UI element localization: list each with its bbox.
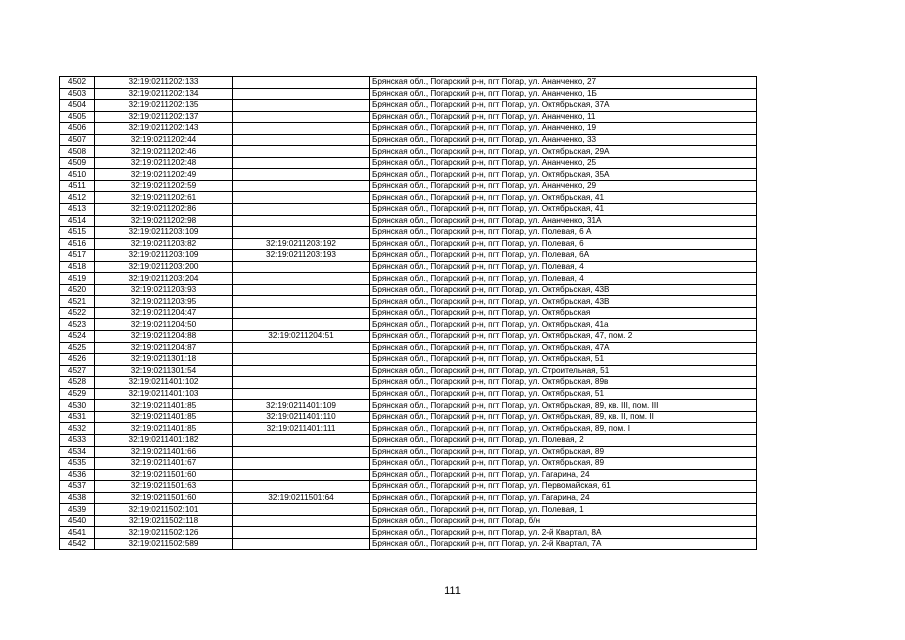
row-number-cell: 4533 — [60, 434, 95, 446]
address-cell: Брянская обл., Погарский р-н, пгт Погар, ул. Полевая, 4 — [370, 261, 757, 273]
related-cadastral-number-cell — [233, 504, 370, 516]
row-number-cell: 4539 — [60, 504, 95, 516]
table-row — [60, 261, 757, 273]
related-cadastral-number-cell — [233, 365, 370, 377]
cadastral-number-cell: 32:19:0211202:44 — [95, 134, 233, 146]
table-row — [60, 469, 757, 481]
row-number-cell: 4502 — [60, 77, 95, 89]
cadastral-number-cell: 32:19:0211203:200 — [95, 261, 233, 273]
row-number-cell: 4532 — [60, 423, 95, 435]
cadastral-number-cell: 32:19:0211401:67 — [95, 458, 233, 470]
address-cell: Брянская обл., Погарский р-н, пгт Погар, ул. Ананченко, 1Б — [370, 88, 757, 100]
cadastral-number-cell: 32:19:0211401:102 — [95, 377, 233, 389]
cadastral-number-cell: 32:19:0211502:589 — [95, 538, 233, 550]
row-number-cell: 4523 — [60, 319, 95, 331]
related-cadastral-number-cell — [233, 134, 370, 146]
cadastral-register-table — [59, 76, 757, 550]
related-cadastral-number-cell: 32:19:0211401:110 — [233, 411, 370, 423]
related-cadastral-number-cell — [233, 446, 370, 458]
cadastral-number-cell: 32:19:0211202:49 — [95, 169, 233, 181]
related-cadastral-number-cell — [233, 515, 370, 527]
table-row — [60, 77, 757, 89]
table-row — [60, 215, 757, 227]
address-cell: Брянская обл., Погарский р-н, пгт Погар, ул. Октябрьская, 89 — [370, 458, 757, 470]
cadastral-number-cell: 32:19:0211401:103 — [95, 388, 233, 400]
related-cadastral-number-cell — [233, 100, 370, 112]
address-cell: Брянская обл., Погарский р-н, пгт Погар, ул. Строительная, 51 — [370, 365, 757, 377]
related-cadastral-number-cell — [233, 388, 370, 400]
address-cell: Брянская обл., Погарский р-н, пгт Погар, ул. Октябрьская, 37А — [370, 100, 757, 112]
row-number-cell: 4504 — [60, 100, 95, 112]
related-cadastral-number-cell — [233, 146, 370, 158]
table-row — [60, 400, 757, 412]
table-row — [60, 515, 757, 527]
cadastral-number-cell: 32:19:0211204:87 — [95, 342, 233, 354]
table-row — [60, 250, 757, 262]
address-cell: Брянская обл., Погарский р-н, пгт Погар, ул. Октябрьская, 89, кв. II, пом. II — [370, 411, 757, 423]
address-cell: Брянская обл., Погарский р-н, пгт Погар, ул. Полевая, 4 — [370, 273, 757, 285]
table-row — [60, 527, 757, 539]
row-number-cell: 4527 — [60, 365, 95, 377]
address-cell: Брянская обл., Погарский р-н, пгт Погар, ул. Полевая, 6 А — [370, 227, 757, 239]
related-cadastral-number-cell — [233, 192, 370, 204]
row-number-cell: 4509 — [60, 157, 95, 169]
related-cadastral-number-cell: 32:19:0211401:111 — [233, 423, 370, 435]
address-cell: Брянская обл., Погарский р-н, пгт Погар, ул. 2-й Квартал, 7А — [370, 538, 757, 550]
row-number-cell: 4534 — [60, 446, 95, 458]
address-cell: Брянская обл., Погарский р-н, пгт Погар, ул. Полевая, 2 — [370, 434, 757, 446]
address-cell: Брянская обл., Погарский р-н, пгт Погар, ул. Первомайская, 61 — [370, 481, 757, 493]
related-cadastral-number-cell: 32:19:0211204:51 — [233, 331, 370, 343]
row-number-cell: 4525 — [60, 342, 95, 354]
cadastral-number-cell: 32:19:0211301:18 — [95, 354, 233, 366]
row-number-cell: 4528 — [60, 377, 95, 389]
cadastral-number-cell: 32:19:0211203:204 — [95, 273, 233, 285]
address-cell: Брянская обл., Погарский р-н, пгт Погар, ул. Октябрьская, 89в — [370, 377, 757, 389]
cadastral-number-cell: 32:19:0211401:66 — [95, 446, 233, 458]
row-number-cell: 4511 — [60, 180, 95, 192]
row-number-cell: 4505 — [60, 111, 95, 123]
cadastral-number-cell: 32:19:0211501:60 — [95, 492, 233, 504]
related-cadastral-number-cell — [233, 284, 370, 296]
address-cell: Брянская обл., Погарский р-н, пгт Погар, ул. Октябрьская, 41 — [370, 192, 757, 204]
related-cadastral-number-cell — [233, 296, 370, 308]
address-cell: Брянская обл., Погарский р-н, пгт Погар, ул. Ананченко, 11 — [370, 111, 757, 123]
row-number-cell: 4537 — [60, 481, 95, 493]
row-number-cell: 4522 — [60, 307, 95, 319]
address-cell: Брянская обл., Погарский р-н, пгт Погар, ул. Ананченко, 33 — [370, 134, 757, 146]
row-number-cell: 4520 — [60, 284, 95, 296]
related-cadastral-number-cell: 32:19:0211501:64 — [233, 492, 370, 504]
cadastral-number-cell: 32:19:0211202:61 — [95, 192, 233, 204]
related-cadastral-number-cell — [233, 215, 370, 227]
table-row — [60, 331, 757, 343]
row-number-cell: 4535 — [60, 458, 95, 470]
table-row — [60, 157, 757, 169]
address-cell: Брянская обл., Погарский р-н, пгт Погар, ул. Гагарина, 24 — [370, 492, 757, 504]
row-number-cell: 4521 — [60, 296, 95, 308]
cadastral-number-cell: 32:19:0211401:182 — [95, 434, 233, 446]
row-number-cell: 4516 — [60, 238, 95, 250]
address-cell: Брянская обл., Погарский р-н, пгт Погар, ул. Октябрьская, 43В — [370, 284, 757, 296]
address-cell: Брянская обл., Погарский р-н, пгт Погар, ул. Октябрьская, 51 — [370, 388, 757, 400]
cadastral-number-cell: 32:19:0211401:85 — [95, 400, 233, 412]
address-cell: Брянская обл., Погарский р-н, пгт Погар, ул. Октябрьская, 41а — [370, 319, 757, 331]
table-row — [60, 319, 757, 331]
row-number-cell: 4508 — [60, 146, 95, 158]
table-row — [60, 111, 757, 123]
row-number-cell: 4524 — [60, 331, 95, 343]
address-cell: Брянская обл., Погарский р-н, пгт Погар, ул. Ананченко, 25 — [370, 157, 757, 169]
row-number-cell: 4517 — [60, 250, 95, 262]
table-row — [60, 307, 757, 319]
table-row — [60, 204, 757, 216]
cadastral-number-cell: 32:19:0211203:82 — [95, 238, 233, 250]
cadastral-number-cell: 32:19:0211202:134 — [95, 88, 233, 100]
related-cadastral-number-cell — [233, 88, 370, 100]
row-number-cell: 4540 — [60, 515, 95, 527]
row-number-cell: 4538 — [60, 492, 95, 504]
related-cadastral-number-cell: 32:19:0211401:109 — [233, 400, 370, 412]
row-number-cell: 4526 — [60, 354, 95, 366]
table-row — [60, 88, 757, 100]
row-number-cell: 4513 — [60, 204, 95, 216]
address-cell: Брянская обл., Погарский р-н, пгт Погар, ул. Октябрьская, 89, кв. III, пом. III — [370, 400, 757, 412]
related-cadastral-number-cell — [233, 458, 370, 470]
cadastral-number-cell: 32:19:0211202:143 — [95, 123, 233, 135]
cadastral-number-cell: 32:19:0211203:109 — [95, 227, 233, 239]
address-cell: Брянская обл., Погарский р-н, пгт Погар, ул. Октябрьская, 51 — [370, 354, 757, 366]
cadastral-number-cell: 32:19:0211202:46 — [95, 146, 233, 158]
related-cadastral-number-cell — [233, 227, 370, 239]
cadastral-number-cell: 32:19:0211203:95 — [95, 296, 233, 308]
address-cell: Брянская обл., Погарский р-н, пгт Погар, ул. Октябрьская, 43В — [370, 296, 757, 308]
table-row — [60, 377, 757, 389]
cadastral-number-cell: 32:19:0211203:93 — [95, 284, 233, 296]
cadastral-number-cell: 32:19:0211202:59 — [95, 180, 233, 192]
related-cadastral-number-cell — [233, 77, 370, 89]
cadastral-number-cell: 32:19:0211202:86 — [95, 204, 233, 216]
row-number-cell: 4531 — [60, 411, 95, 423]
page-number: 111 — [444, 585, 461, 597]
related-cadastral-number-cell: 32:19:0211203:192 — [233, 238, 370, 250]
related-cadastral-number-cell — [233, 434, 370, 446]
address-cell: Брянская обл., Погарский р-н, пгт Погар, ул. Полевая, 6 — [370, 238, 757, 250]
cadastral-number-cell: 32:19:0211202:98 — [95, 215, 233, 227]
table-row — [60, 538, 757, 550]
address-cell: Брянская обл., Погарский р-н, пгт Погар, ул. Гагарина, 24 — [370, 469, 757, 481]
row-number-cell: 4514 — [60, 215, 95, 227]
table-row — [60, 180, 757, 192]
row-number-cell: 4506 — [60, 123, 95, 135]
row-number-cell: 4529 — [60, 388, 95, 400]
cadastral-number-cell: 32:19:0211202:133 — [95, 77, 233, 89]
row-number-cell: 4510 — [60, 169, 95, 181]
related-cadastral-number-cell — [233, 123, 370, 135]
cadastral-number-cell: 32:19:0211203:109 — [95, 250, 233, 262]
cadastral-number-cell: 32:19:0211401:85 — [95, 411, 233, 423]
table-row — [60, 273, 757, 285]
cadastral-number-cell: 32:19:0211202:137 — [95, 111, 233, 123]
row-number-cell: 4519 — [60, 273, 95, 285]
related-cadastral-number-cell — [233, 169, 370, 181]
related-cadastral-number-cell — [233, 377, 370, 389]
table-row — [60, 238, 757, 250]
address-cell: Брянская обл., Погарский р-н, пгт Погар, ул. Ананченко, 19 — [370, 123, 757, 135]
related-cadastral-number-cell — [233, 157, 370, 169]
related-cadastral-number-cell — [233, 527, 370, 539]
address-cell: Брянская обл., Погарский р-н, пгт Погар, ул. Ананченко, 29 — [370, 180, 757, 192]
address-cell: Брянская обл., Погарский р-н, пгт Погар, ул. Октябрьская, 89, пом. I — [370, 423, 757, 435]
table-row — [60, 134, 757, 146]
cadastral-number-cell: 32:19:0211202:48 — [95, 157, 233, 169]
address-cell: Брянская обл., Погарский р-н, пгт Погар, ул. Октябрьская, 47А — [370, 342, 757, 354]
row-number-cell: 4541 — [60, 527, 95, 539]
address-cell: Брянская обл., Погарский р-н, пгт Погар, ул. Ананченко, 27 — [370, 77, 757, 89]
row-number-cell: 4530 — [60, 400, 95, 412]
related-cadastral-number-cell — [233, 354, 370, 366]
cadastral-number-cell: 32:19:0211301:54 — [95, 365, 233, 377]
table-row — [60, 365, 757, 377]
related-cadastral-number-cell — [233, 469, 370, 481]
cadastral-number-cell: 32:19:0211204:50 — [95, 319, 233, 331]
table-row — [60, 123, 757, 135]
address-cell: Брянская обл., Погарский р-н, пгт Погар, ул. Октябрьская, 29А — [370, 146, 757, 158]
address-cell: Брянская обл., Погарский р-н, пгт Погар, ул. Ананченко, 31А — [370, 215, 757, 227]
table-row — [60, 342, 757, 354]
table-row — [60, 284, 757, 296]
cadastral-number-cell: 32:19:0211401:85 — [95, 423, 233, 435]
cadastral-number-cell: 32:19:0211204:88 — [95, 331, 233, 343]
table-row — [60, 100, 757, 112]
related-cadastral-number-cell — [233, 538, 370, 550]
row-number-cell: 4536 — [60, 469, 95, 481]
table-row — [60, 411, 757, 423]
document-page — [59, 76, 757, 550]
address-cell: Брянская обл., Погарский р-н, пгт Погар, ул. 2-й Квартал, 8А — [370, 527, 757, 539]
address-cell: Брянская обл., Погарский р-н, пгт Погар, ул. Октябрьская, 35А — [370, 169, 757, 181]
row-number-cell: 4512 — [60, 192, 95, 204]
cadastral-number-cell: 32:19:0211501:63 — [95, 481, 233, 493]
row-number-cell: 4503 — [60, 88, 95, 100]
table-body — [60, 77, 757, 550]
cadastral-number-cell: 32:19:0211502:126 — [95, 527, 233, 539]
related-cadastral-number-cell — [233, 273, 370, 285]
table-row — [60, 192, 757, 204]
table-row — [60, 434, 757, 446]
row-number-cell: 4518 — [60, 261, 95, 273]
table-row — [60, 481, 757, 493]
address-cell: Брянская обл., Погарский р-н, пгт Погар, ул. Полевая, 1 — [370, 504, 757, 516]
cadastral-number-cell: 32:19:0211202:135 — [95, 100, 233, 112]
row-number-cell: 4542 — [60, 538, 95, 550]
table-row — [60, 423, 757, 435]
related-cadastral-number-cell — [233, 307, 370, 319]
related-cadastral-number-cell — [233, 204, 370, 216]
cadastral-number-cell: 32:19:0211204:47 — [95, 307, 233, 319]
table-row — [60, 227, 757, 239]
related-cadastral-number-cell — [233, 342, 370, 354]
table-row — [60, 492, 757, 504]
address-cell: Брянская обл., Погарский р-н, пгт Погар, ул. Октябрьская — [370, 307, 757, 319]
table-row — [60, 458, 757, 470]
row-number-cell: 4507 — [60, 134, 95, 146]
address-cell: Брянская обл., Погарский р-н, пгт Погар, б/н — [370, 515, 757, 527]
related-cadastral-number-cell: 32:19:0211203:193 — [233, 250, 370, 262]
table-row — [60, 169, 757, 181]
address-cell: Брянская обл., Погарский р-н, пгт Погар, ул. Полевая, 6А — [370, 250, 757, 262]
related-cadastral-number-cell — [233, 180, 370, 192]
address-cell: Брянская обл., Погарский р-н, пгт Погар, ул. Октябрьская, 89 — [370, 446, 757, 458]
related-cadastral-number-cell — [233, 481, 370, 493]
related-cadastral-number-cell — [233, 111, 370, 123]
cadastral-number-cell: 32:19:0211501:60 — [95, 469, 233, 481]
row-number-cell: 4515 — [60, 227, 95, 239]
table-row — [60, 388, 757, 400]
table-row — [60, 296, 757, 308]
table-row — [60, 354, 757, 366]
address-cell: Брянская обл., Погарский р-н, пгт Погар, ул. Октябрьская, 47, пом. 2 — [370, 331, 757, 343]
table-row — [60, 446, 757, 458]
table-row — [60, 504, 757, 516]
table-row — [60, 146, 757, 158]
address-cell: Брянская обл., Погарский р-н, пгт Погар, ул. Октябрьская, 41 — [370, 204, 757, 216]
cadastral-number-cell: 32:19:0211502:118 — [95, 515, 233, 527]
cadastral-number-cell: 32:19:0211502:101 — [95, 504, 233, 516]
related-cadastral-number-cell — [233, 261, 370, 273]
related-cadastral-number-cell — [233, 319, 370, 331]
